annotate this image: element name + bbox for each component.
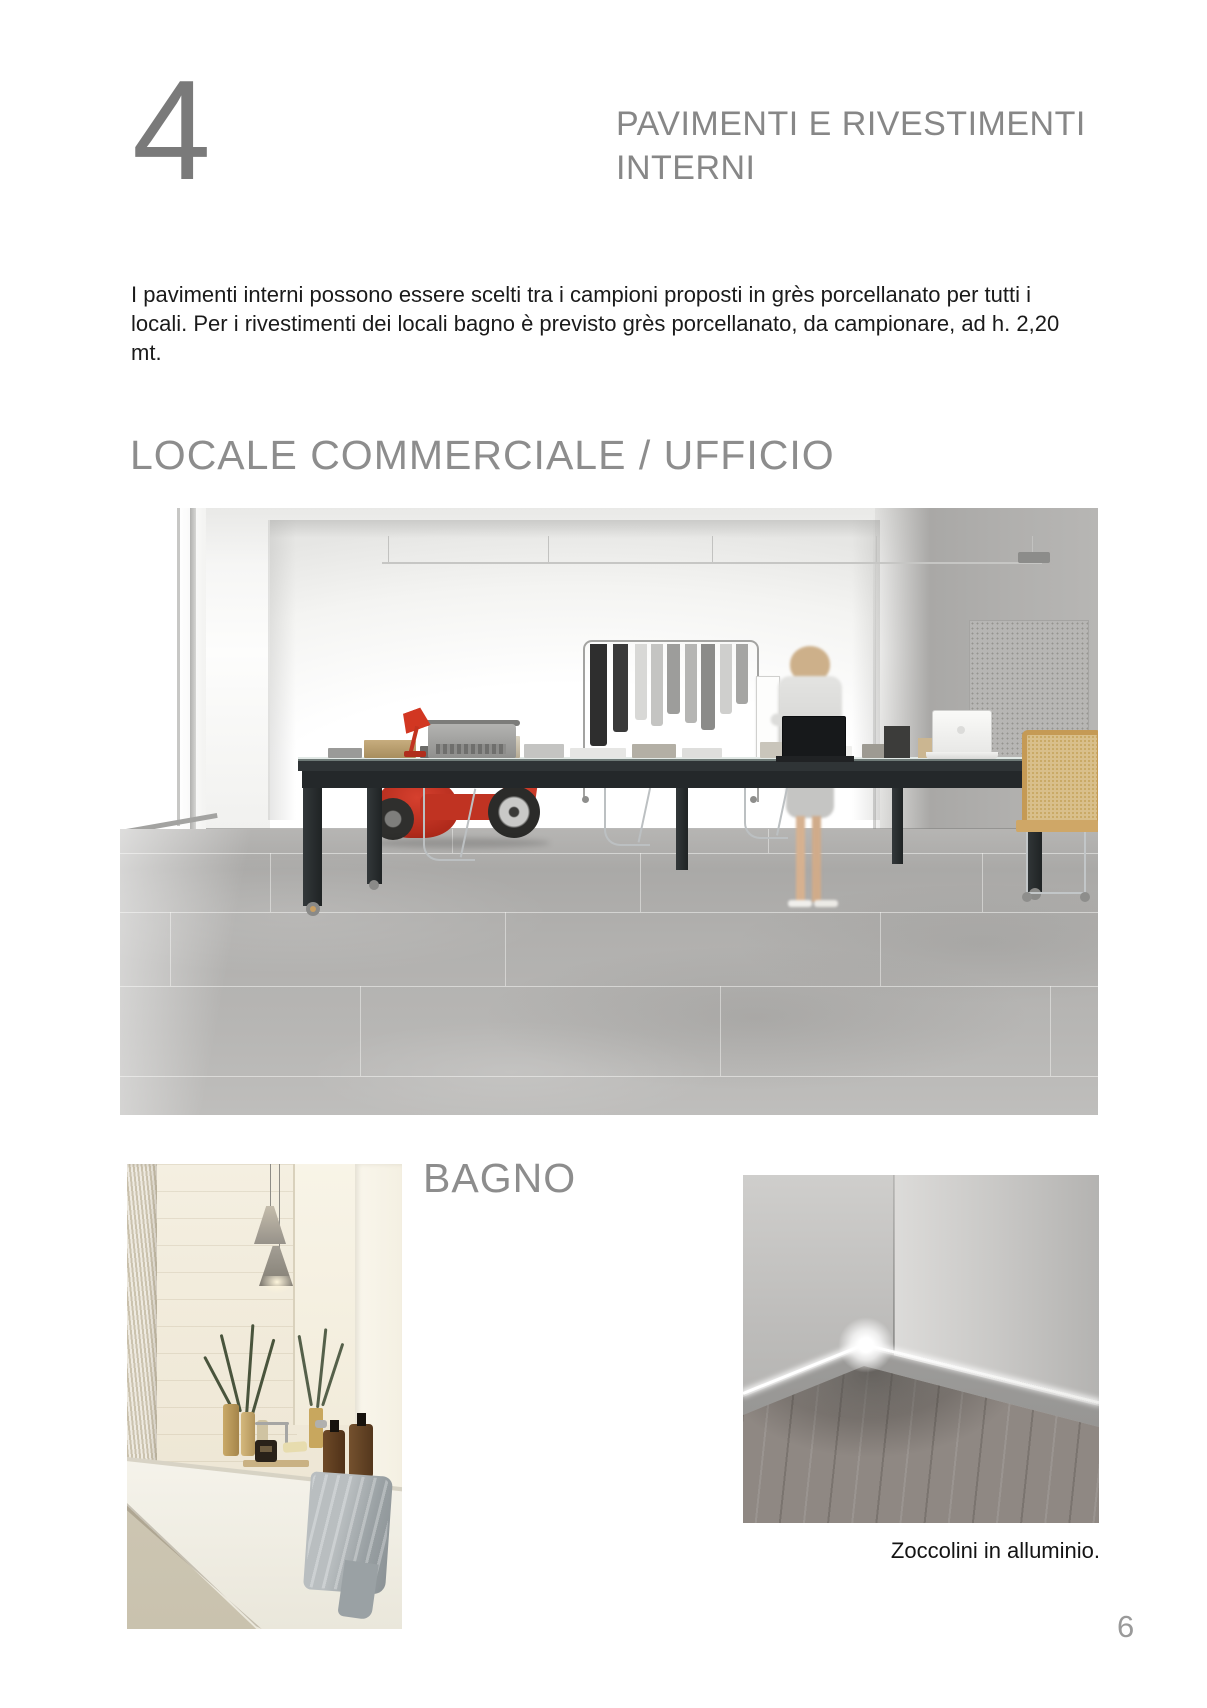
long-table-top — [298, 757, 1098, 771]
wall-floor-junction — [206, 828, 1098, 829]
red-desk-lamp-base — [404, 751, 426, 757]
wooden-vase — [223, 1404, 239, 1456]
intro-line-3: mt. — [131, 340, 162, 365]
window-light-on-floor — [120, 829, 290, 1115]
dark-laptop — [782, 716, 846, 758]
ceiling-projector — [1018, 552, 1050, 563]
alcove-top-shadow — [270, 520, 880, 538]
aluminium-skirting-photo — [743, 1175, 1099, 1523]
books-stack — [632, 744, 676, 758]
page-title-line1: PAVIMENTI E RIVESTIMENTI — [616, 105, 1086, 143]
papers-stack — [570, 748, 626, 758]
amber-soap-bottle — [349, 1424, 373, 1478]
intro-line-2: locali. Per i rivestimenti dei locali bagno è previsto grès porcellanato, da campionare, ad h. 2,20 — [131, 311, 1060, 336]
pendant-lamp-glow — [261, 1276, 293, 1296]
white-laptop-base — [926, 752, 998, 759]
table-leg — [892, 788, 903, 864]
typewriter-keys — [436, 744, 506, 754]
jar-label — [260, 1446, 272, 1452]
cane-chair-leg — [1026, 832, 1028, 894]
cane-chair-caster — [1080, 892, 1090, 902]
wooden-vase — [241, 1412, 255, 1456]
section-heading-bagno: BAGNO — [423, 1155, 577, 1201]
table-leg — [367, 788, 382, 884]
books-stack — [524, 744, 564, 758]
hanging-garment — [590, 644, 607, 746]
person-shoe — [814, 900, 838, 907]
amber-soap-bottle — [323, 1430, 345, 1478]
soap-bar — [283, 1441, 308, 1453]
photo-caption: Zoccolini in alluminio. — [890, 1538, 1100, 1563]
pendant-lamp-cord — [270, 1164, 271, 1208]
office-showroom-photo — [120, 508, 1098, 1115]
lamp-rod — [548, 536, 549, 562]
cane-chair-caster — [1022, 892, 1032, 902]
table-leg — [303, 788, 322, 906]
hanging-garment — [613, 644, 628, 732]
page-title-line2: INTERNI — [616, 149, 756, 187]
table-leg — [676, 788, 688, 870]
cane-chair-runner — [1026, 892, 1086, 894]
dark-laptop-base — [776, 756, 854, 762]
page-number: 6 — [1117, 1609, 1135, 1644]
hanging-garment — [685, 644, 697, 723]
lamp-rod — [712, 536, 713, 562]
scooter-front-wheel — [488, 786, 540, 838]
hanging-garment — [701, 644, 715, 730]
mirror — [293, 1164, 359, 1425]
mirror-plant-vase — [309, 1408, 323, 1448]
section-heading-locale-commerciale-ufficio: LOCALE COMMERCIALE / UFFICIO — [130, 432, 835, 478]
chapter-number: 4 — [132, 51, 211, 210]
intro-line-1: I pavimenti interni possono essere scelti tra i campioni proposti in grès porcellanato per tutti i — [131, 282, 1032, 307]
person-leg — [796, 816, 805, 902]
window-mullion — [177, 508, 180, 826]
rack-wheel — [582, 796, 589, 803]
person-shoe — [788, 900, 812, 907]
page-title — [616, 102, 1086, 190]
dark-box — [884, 726, 910, 758]
table-caster-hub — [310, 906, 316, 912]
lamp-rod — [388, 536, 389, 562]
hanging-garment — [667, 644, 680, 714]
lamp-rod — [876, 536, 877, 562]
window-frame — [190, 508, 196, 830]
laptop-logo — [957, 726, 965, 734]
bottle-pump — [357, 1413, 366, 1426]
cane-chair-back — [1022, 730, 1098, 832]
books-stack — [328, 748, 362, 758]
wall-corner-edge — [893, 1175, 895, 1351]
hanging-garment — [720, 644, 732, 714]
cane-chair-leg — [1084, 832, 1086, 894]
papers-stack — [682, 748, 722, 758]
hanging-garment — [651, 644, 663, 726]
corner-light-burst — [838, 1317, 894, 1373]
wall-faucet — [255, 1422, 289, 1425]
linear-ceiling-lamp — [382, 562, 1042, 564]
intro-paragraph — [131, 280, 1059, 367]
hanging-garment — [635, 644, 647, 720]
bathroom-photo — [127, 1164, 402, 1629]
long-table-apron — [302, 771, 1098, 788]
bottle-pump — [330, 1420, 339, 1432]
cane-chair-seat — [1016, 820, 1098, 832]
person-leg — [812, 816, 821, 902]
alcove-left-shadow — [268, 520, 296, 820]
hanging-garment — [736, 644, 748, 704]
table-caster — [369, 880, 379, 890]
wall-faucet-handle — [315, 1420, 327, 1428]
